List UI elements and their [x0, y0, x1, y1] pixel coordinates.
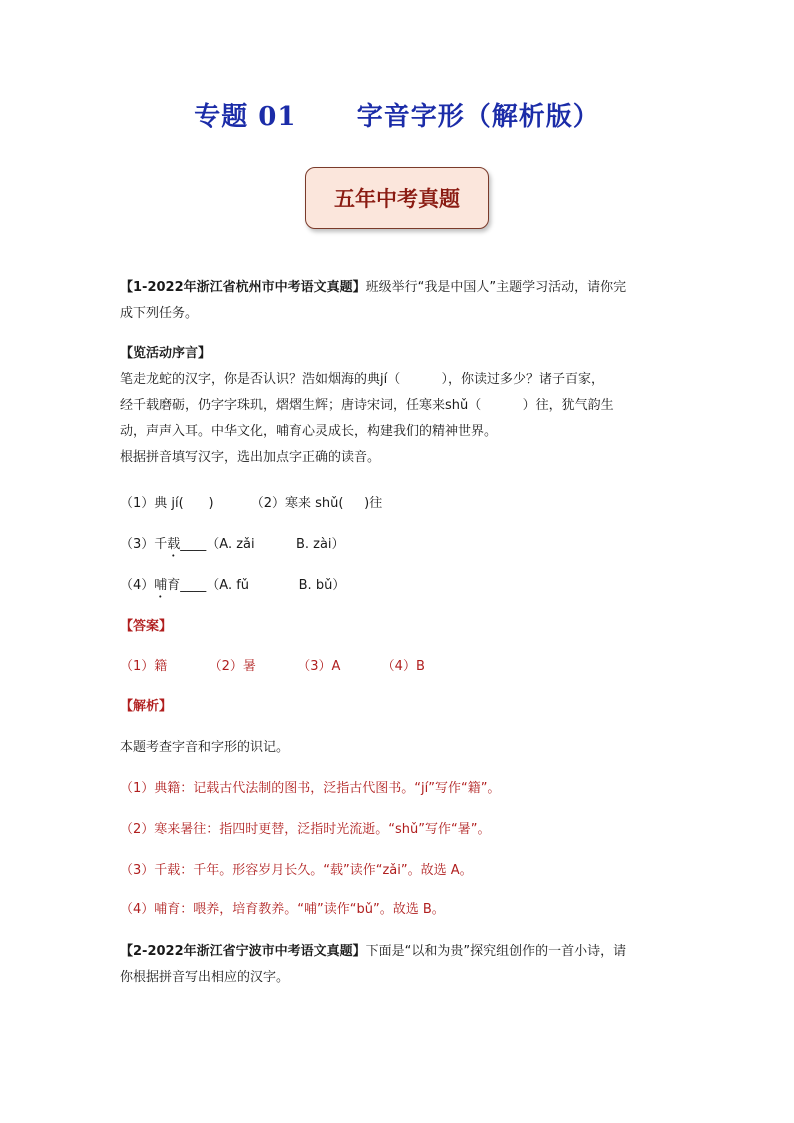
analysis-intro: 本题考查字音和字形的识记。: [120, 740, 290, 755]
q2-stem-line-2: 你根据拼音写出相应的汉字。: [120, 970, 290, 985]
analysis-item: （2）寒来暑往：指四时更替，泛指时光流逝。“shǔ”写作“暑”。: [120, 822, 491, 837]
section-banner: [305, 167, 489, 229]
q1-passage-line-1: 笔走龙蛇的汉字，你是否认识？浩如烟海的典jí（ ），你读过多少？诸子百家，: [120, 372, 605, 387]
sub3-options: ____（A. zǎi B. zài）: [180, 537, 345, 552]
banner-label: 五年中考真题: [334, 186, 460, 211]
q2-source: 【2-2022年浙江省宁波市中考语文真题】: [120, 944, 366, 959]
q1-subquestions-1-2: （1）典 jí( ) （2）寒来 shǔ( )往: [120, 496, 383, 511]
sub4-dotted-char: 哺: [154, 578, 168, 593]
q1-subquestion-4: [120, 576, 345, 601]
analysis-label: 【解析】: [120, 699, 173, 714]
q1-section-label: 【览活动序言】: [120, 346, 212, 361]
q2-stem-line-1: [120, 942, 626, 962]
q1-source: 【1-2022年浙江省杭州市中考语文真题】: [120, 280, 366, 295]
q1-passage-line-2: 经千载磨砺，仍字字珠玑，熠熠生辉；唐诗宋词，任寒来shǔ（ ）往，犹气韵生: [120, 398, 614, 413]
answer-label: 【答案】: [120, 619, 173, 634]
q1-stem-line-2: 成下列任务。: [120, 306, 199, 321]
q1-stem-line-1: [120, 278, 626, 298]
sub3-dotted-char: 载: [167, 537, 181, 552]
q2-stem-a: 下面是“以和为贵”探究组创作的一首小诗，请: [365, 944, 627, 959]
sub4-options: 育____（A. fǔ B. bǔ）: [167, 578, 346, 593]
q1-subquestion-3: [120, 535, 345, 560]
analysis-item: （4）哺育：喂养，培育教养。“哺”读作“bǔ”。故选 B。: [120, 902, 445, 917]
analysis-item: （1）典籍：记载古代法制的图书，泛指古代图书。“jí”写作“籍”。: [120, 781, 501, 796]
q1-instruction: 根据拼音填写汉字，选出加点字正确的读音。: [120, 450, 381, 465]
sub3-prefix: （3）千: [120, 537, 168, 552]
answer-line: （1）籍 （2）暑 （3）A （4）B: [120, 659, 425, 674]
q1-stem-a: 班级举行“我是中国人”主题学习活动，请你完: [365, 280, 627, 295]
document-title: 专题 01 字音字形（解析版）: [194, 102, 600, 132]
q1-passage-line-3: 动，声声入耳。中华文化，哺育心灵成长，构建我们的精神世界。: [120, 424, 498, 439]
analysis-item: （3）千载：千年。形容岁月长久。“载”读作“zǎi”。故选 A。: [120, 863, 473, 878]
sub4-prefix: （4）: [120, 578, 155, 593]
